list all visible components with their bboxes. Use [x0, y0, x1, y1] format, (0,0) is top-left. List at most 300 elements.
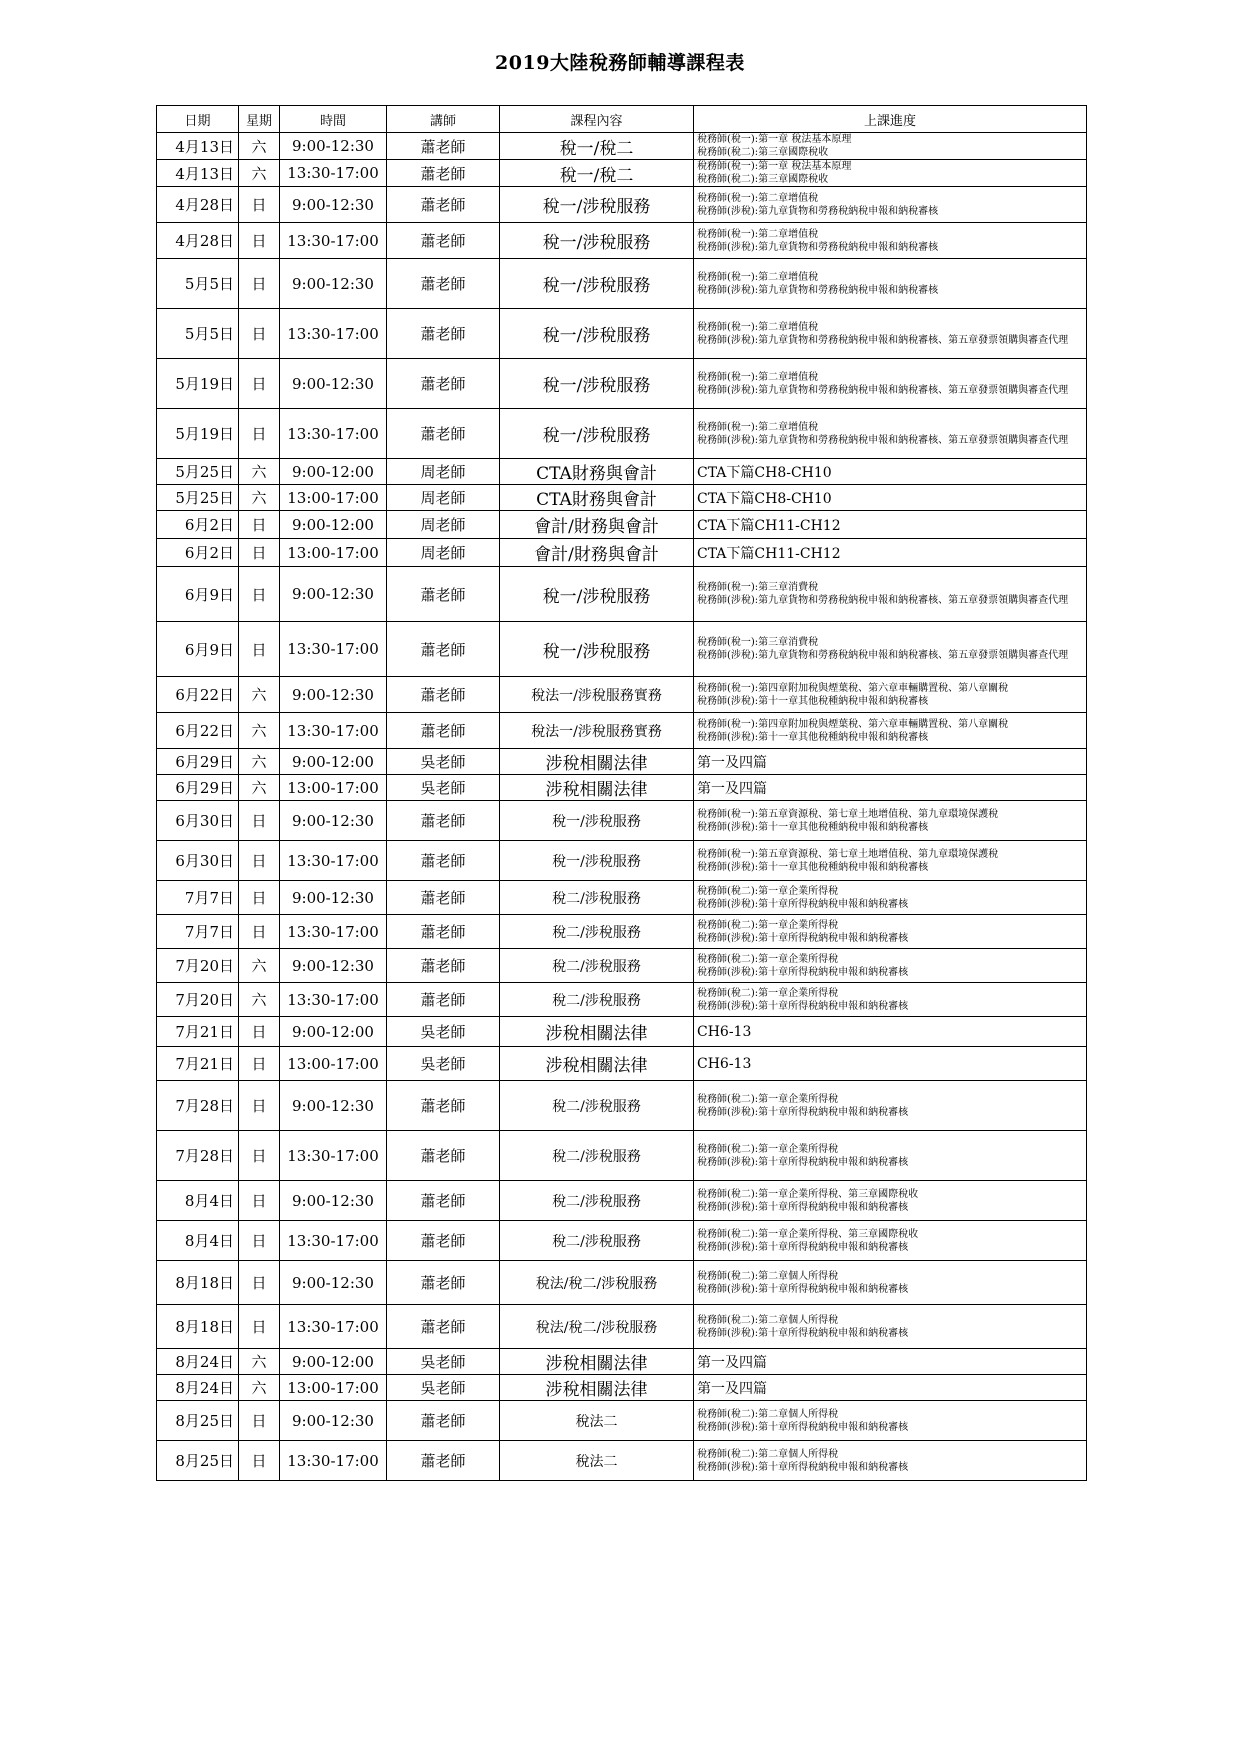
date-cell: 6月22日 [157, 677, 239, 713]
time-cell: 13:00-17:00 [280, 1047, 387, 1081]
progress-cell [694, 1081, 1087, 1131]
teacher-cell: 蕭老師 [387, 915, 500, 949]
progress-cell [694, 1047, 1087, 1081]
progress-line: 稅務師(稅一):第一章 稅法基本原理 [697, 161, 852, 172]
teacher-cell: 蕭老師 [387, 567, 500, 622]
date-cell: 7月28日 [157, 1081, 239, 1131]
progress-line: 稅務師(涉稅):第十章所得稅納稅申報和納稅審核 [697, 1421, 909, 1433]
progress-line: 稅務師(涉稅):第十章所得稅納稅申報和納稅審核 [697, 1327, 909, 1339]
date-cell: 5月19日 [157, 359, 239, 409]
table-row [157, 622, 1087, 677]
time-cell: 9:00-12:30 [280, 1401, 387, 1441]
progress-line: 稅務師(涉稅):第十章所得稅納稅申報和納稅審核 [697, 1201, 909, 1213]
progress-line: 稅務師(涉稅):第十章所得稅納稅申報和納稅審核 [697, 898, 909, 910]
progress-cell [694, 567, 1087, 622]
table-row [157, 915, 1087, 949]
progress-cell [694, 309, 1087, 359]
progress-cell [694, 259, 1087, 309]
time-cell: 9:00-12:30 [280, 359, 387, 409]
table-row [157, 133, 1087, 160]
time-cell: 9:00-12:30 [280, 1261, 387, 1305]
progress-line: 稅務師(稅二):第三章國際稅收 [697, 147, 829, 158]
teacher-cell: 蕭老師 [387, 1221, 500, 1261]
time-cell: 9:00-12:30 [280, 1081, 387, 1131]
course-cell: CTA財務與會計 [500, 459, 694, 485]
weekday-cell: 日 [239, 1261, 280, 1305]
progress-cell [694, 409, 1087, 459]
course-cell: 稅二/涉稅服務 [500, 1221, 694, 1261]
progress-cell [694, 1181, 1087, 1221]
date-cell: 8月25日 [157, 1441, 239, 1481]
teacher-cell: 蕭老師 [387, 359, 500, 409]
progress-line: CH6-13 [697, 1055, 752, 1072]
date-cell: 4月13日 [157, 133, 239, 160]
time-cell: 9:00-12:30 [280, 677, 387, 713]
date-cell: 7月28日 [157, 1131, 239, 1181]
table-row [157, 949, 1087, 983]
progress-line: CTA下篇CH11-CH12 [697, 545, 841, 562]
teacher-cell: 蕭老師 [387, 1131, 500, 1181]
date-cell: 7月7日 [157, 881, 239, 915]
course-cell: 稅一/涉稅服務 [500, 223, 694, 259]
table-row [157, 187, 1087, 223]
progress-line: CTA下篇CH8-CH10 [697, 464, 832, 481]
progress-line: 第一及四篇 [697, 1380, 767, 1397]
progress-cell [694, 1017, 1087, 1047]
progress-line: 第一及四篇 [697, 1354, 767, 1371]
teacher-cell: 蕭老師 [387, 1181, 500, 1221]
progress-line: 稅務師(稅一):第四章附加稅與煙葉稅、第六章車輛購置稅、第八章關稅 [697, 682, 1009, 694]
course-cell: 稅一/涉稅服務 [500, 622, 694, 677]
course-cell: CTA財務與會計 [500, 485, 694, 511]
course-cell: 稅法一/涉稅服務實務 [500, 713, 694, 749]
progress-cell [694, 801, 1087, 841]
header-progress: 上課進度 [694, 106, 1087, 133]
weekday-cell: 六 [239, 677, 280, 713]
weekday-cell: 日 [239, 801, 280, 841]
date-cell: 8月18日 [157, 1261, 239, 1305]
table-row [157, 1131, 1087, 1181]
course-cell: 涉稅相關法律 [500, 775, 694, 801]
progress-line: 稅務師(稅一):第二章增值稅 [697, 421, 819, 433]
course-cell: 涉稅相關法律 [500, 1047, 694, 1081]
time-cell: 13:30-17:00 [280, 160, 387, 187]
time-cell: 9:00-12:00 [280, 459, 387, 485]
progress-line: 稅務師(稅二):第一章企業所得稅 [697, 885, 839, 897]
teacher-cell: 蕭老師 [387, 187, 500, 223]
teacher-cell: 蕭老師 [387, 1401, 500, 1441]
date-cell: 8月18日 [157, 1305, 239, 1349]
date-cell: 5月25日 [157, 459, 239, 485]
table-row [157, 1401, 1087, 1441]
progress-line: 稅務師(稅一):第四章附加稅與煙葉稅、第六章車輛購置稅、第八章關稅 [697, 718, 1009, 730]
date-cell: 6月29日 [157, 749, 239, 775]
progress-cell [694, 677, 1087, 713]
course-cell: 涉稅相關法律 [500, 1017, 694, 1047]
progress-line: 稅務師(涉稅):第十章所得稅納稅申報和納稅審核 [697, 1156, 909, 1168]
date-cell: 8月4日 [157, 1221, 239, 1261]
progress-line: 稅務師(涉稅):第十一章其他稅種納稅申報和納稅審核 [697, 695, 929, 707]
course-cell: 稅二/涉稅服務 [500, 1131, 694, 1181]
course-cell: 稅一/涉稅服務 [500, 841, 694, 881]
table-row [157, 1081, 1087, 1131]
date-cell: 7月21日 [157, 1047, 239, 1081]
teacher-cell: 蕭老師 [387, 801, 500, 841]
progress-line: 稅務師(涉稅):第十一章其他稅種納稅申報和納稅審核 [697, 731, 929, 743]
date-cell: 8月25日 [157, 1401, 239, 1441]
progress-line: 稅務師(稅一):第五章資源稅、第七章土地增值稅、第九章環境保護稅 [697, 848, 999, 860]
weekday-cell: 日 [239, 223, 280, 259]
table-row [157, 1221, 1087, 1261]
course-cell: 稅二/涉稅服務 [500, 915, 694, 949]
header-course: 課程內容 [500, 106, 694, 133]
table-row [157, 775, 1087, 801]
course-cell: 涉稅相關法律 [500, 1349, 694, 1375]
progress-cell [694, 1349, 1087, 1375]
date-cell: 6月29日 [157, 775, 239, 801]
table-row [157, 459, 1087, 485]
progress-cell [694, 841, 1087, 881]
progress-line: CH6-13 [697, 1023, 752, 1040]
table-row [157, 539, 1087, 567]
weekday-cell: 日 [239, 309, 280, 359]
weekday-cell: 六 [239, 983, 280, 1017]
progress-cell [694, 915, 1087, 949]
progress-line: 稅務師(稅二):第二章個人所得稅 [697, 1448, 839, 1460]
progress-line: 稅務師(涉稅):第九章貨物和勞務稅納稅申報和納稅審核、第五章發票領購與審查代理 [697, 434, 1069, 446]
teacher-cell: 蕭老師 [387, 677, 500, 713]
progress-cell [694, 1261, 1087, 1305]
time-cell: 9:00-12:30 [280, 1181, 387, 1221]
progress-line: 稅務師(涉稅):第九章貨物和勞務稅納稅申報和納稅審核、第五章發票領購與審查代理 [697, 384, 1069, 396]
weekday-cell: 日 [239, 1181, 280, 1221]
course-cell: 稅一/稅二 [500, 133, 694, 160]
weekday-cell: 日 [239, 539, 280, 567]
weekday-cell: 六 [239, 949, 280, 983]
date-cell: 8月4日 [157, 1181, 239, 1221]
progress-cell [694, 187, 1087, 223]
time-cell: 13:30-17:00 [280, 622, 387, 677]
time-cell: 13:30-17:00 [280, 841, 387, 881]
progress-line: 稅務師(稅二):第一章企業所得稅 [697, 1143, 839, 1155]
time-cell: 9:00-12:00 [280, 1349, 387, 1375]
teacher-cell: 蕭老師 [387, 160, 500, 187]
course-cell: 稅法/稅二/涉稅服務 [500, 1261, 694, 1305]
date-cell: 7月7日 [157, 915, 239, 949]
progress-line: 稅務師(涉稅):第九章貨物和勞務稅納稅申報和納稅審核 [697, 241, 939, 253]
progress-cell [694, 749, 1087, 775]
teacher-cell: 吳老師 [387, 775, 500, 801]
progress-cell [694, 713, 1087, 749]
header-row [157, 106, 1087, 133]
course-cell: 稅二/涉稅服務 [500, 983, 694, 1017]
weekday-cell: 日 [239, 881, 280, 915]
date-cell: 4月13日 [157, 160, 239, 187]
weekday-cell: 六 [239, 133, 280, 160]
progress-line: 稅務師(稅二):第二章個人所得稅 [697, 1408, 839, 1420]
weekday-cell: 日 [239, 409, 280, 459]
teacher-cell: 蕭老師 [387, 841, 500, 881]
progress-cell [694, 1305, 1087, 1349]
weekday-cell: 日 [239, 1441, 280, 1481]
date-cell: 6月30日 [157, 801, 239, 841]
teacher-cell: 蕭老師 [387, 133, 500, 160]
time-cell: 9:00-12:30 [280, 949, 387, 983]
teacher-cell: 蕭老師 [387, 309, 500, 359]
progress-cell [694, 983, 1087, 1017]
teacher-cell: 周老師 [387, 459, 500, 485]
teacher-cell: 蕭老師 [387, 1261, 500, 1305]
progress-line: 稅務師(稅二):第一章企業所得稅 [697, 919, 839, 931]
table-row [157, 409, 1087, 459]
course-cell: 稅一/涉稅服務 [500, 801, 694, 841]
weekday-cell: 日 [239, 259, 280, 309]
progress-line: 稅務師(涉稅):第九章貨物和勞務稅納稅申報和納稅審核 [697, 205, 939, 217]
progress-cell [694, 1221, 1087, 1261]
header-teacher: 講師 [387, 106, 500, 133]
course-cell: 稅二/涉稅服務 [500, 1081, 694, 1131]
weekday-cell: 日 [239, 1047, 280, 1081]
teacher-cell: 吳老師 [387, 1349, 500, 1375]
time-cell: 13:30-17:00 [280, 713, 387, 749]
teacher-cell: 吳老師 [387, 749, 500, 775]
course-cell: 稅一/涉稅服務 [500, 259, 694, 309]
progress-line: 稅務師(涉稅):第十章所得稅納稅申報和納稅審核 [697, 1000, 909, 1012]
weekday-cell: 日 [239, 1401, 280, 1441]
progress-line: 稅務師(涉稅):第十章所得稅納稅申報和納稅審核 [697, 966, 909, 978]
weekday-cell: 日 [239, 915, 280, 949]
time-cell: 13:00-17:00 [280, 775, 387, 801]
date-cell: 7月20日 [157, 983, 239, 1017]
teacher-cell: 蕭老師 [387, 1305, 500, 1349]
progress-cell [694, 539, 1087, 567]
progress-line: 稅務師(稅二):第三章國際稅收 [697, 174, 829, 185]
teacher-cell: 蕭老師 [387, 409, 500, 459]
schedule-table [156, 105, 1087, 1481]
date-cell: 6月30日 [157, 841, 239, 881]
table-row [157, 1181, 1087, 1221]
page-title: 2019大陸稅務師輔導課程表 [495, 52, 745, 74]
teacher-cell: 吳老師 [387, 1375, 500, 1401]
time-cell: 13:30-17:00 [280, 1441, 387, 1481]
course-cell: 稅法/稅二/涉稅服務 [500, 1305, 694, 1349]
time-cell: 13:00-17:00 [280, 485, 387, 511]
course-cell: 會計/財務與會計 [500, 539, 694, 567]
time-cell: 9:00-12:30 [280, 567, 387, 622]
weekday-cell: 日 [239, 622, 280, 677]
teacher-cell: 周老師 [387, 539, 500, 567]
progress-line: CTA下篇CH11-CH12 [697, 517, 841, 534]
time-cell: 9:00-12:30 [280, 881, 387, 915]
course-cell: 稅一/涉稅服務 [500, 567, 694, 622]
weekday-cell: 日 [239, 567, 280, 622]
table-row [157, 881, 1087, 915]
progress-line: 稅務師(涉稅):第九章貨物和勞務稅納稅申報和納稅審核 [697, 284, 939, 296]
weekday-cell: 六 [239, 1375, 280, 1401]
progress-cell [694, 459, 1087, 485]
teacher-cell: 蕭老師 [387, 259, 500, 309]
header-time: 時間 [280, 106, 387, 133]
weekday-cell: 日 [239, 841, 280, 881]
date-cell: 8月24日 [157, 1349, 239, 1375]
weekday-cell: 六 [239, 459, 280, 485]
date-cell: 5月5日 [157, 309, 239, 359]
course-cell: 稅一/涉稅服務 [500, 359, 694, 409]
progress-line: 稅務師(稅二):第二章個人所得稅 [697, 1314, 839, 1326]
teacher-cell: 蕭老師 [387, 949, 500, 983]
date-cell: 6月9日 [157, 567, 239, 622]
progress-line: 稅務師(涉稅):第十一章其他稅種納稅申報和納稅審核 [697, 861, 929, 873]
date-cell: 7月21日 [157, 1017, 239, 1047]
progress-cell [694, 881, 1087, 915]
teacher-cell: 周老師 [387, 485, 500, 511]
weekday-cell: 六 [239, 775, 280, 801]
progress-line: 第一及四篇 [697, 780, 767, 797]
progress-line: 稅務師(稅一):第二章增值稅 [697, 271, 819, 283]
table-row [157, 359, 1087, 409]
table-row [157, 983, 1087, 1017]
table-row [157, 1441, 1087, 1481]
teacher-cell: 蕭老師 [387, 1441, 500, 1481]
time-cell: 9:00-12:00 [280, 749, 387, 775]
header-date: 日期 [157, 106, 239, 133]
table-row [157, 801, 1087, 841]
progress-line: 稅務師(稅二):第一章企業所得稅 [697, 987, 839, 999]
progress-line: 稅務師(涉稅):第十章所得稅納稅申報和納稅審核 [697, 1461, 909, 1473]
course-cell: 稅法二 [500, 1441, 694, 1481]
time-cell: 9:00-12:30 [280, 187, 387, 223]
table-row [157, 841, 1087, 881]
weekday-cell: 日 [239, 187, 280, 223]
progress-cell [694, 775, 1087, 801]
course-cell: 稅二/涉稅服務 [500, 1181, 694, 1221]
progress-line: CTA下篇CH8-CH10 [697, 490, 832, 507]
progress-line: 稅務師(稅一):第二章增值稅 [697, 321, 819, 333]
teacher-cell: 蕭老師 [387, 223, 500, 259]
progress-cell [694, 223, 1087, 259]
progress-line: 稅務師(稅一):第三章消費稅 [697, 582, 819, 593]
table-row [157, 677, 1087, 713]
progress-line: 稅務師(稅一):第二章增值稅 [697, 192, 819, 204]
progress-line: 稅務師(稅二):第二章個人所得稅 [697, 1270, 839, 1282]
time-cell: 13:00-17:00 [280, 539, 387, 567]
weekday-cell: 日 [239, 1017, 280, 1047]
progress-line: 稅務師(涉稅):第九章貨物和勞務稅納稅申報和納稅審核、第五章發票領購與審查代理 [697, 595, 1069, 606]
progress-cell [694, 359, 1087, 409]
date-cell: 7月20日 [157, 949, 239, 983]
course-cell: 稅一/涉稅服務 [500, 187, 694, 223]
teacher-cell: 蕭老師 [387, 622, 500, 677]
date-cell: 8月24日 [157, 1375, 239, 1401]
teacher-cell: 蕭老師 [387, 881, 500, 915]
time-cell: 13:00-17:00 [280, 1375, 387, 1401]
progress-cell [694, 511, 1087, 539]
progress-cell [694, 1375, 1087, 1401]
progress-line: 稅務師(稅二):第一章企業所得稅、第三章國際稅收 [697, 1228, 919, 1240]
course-cell: 涉稅相關法律 [500, 1375, 694, 1401]
course-cell: 稅法二 [500, 1401, 694, 1441]
course-cell: 稅法一/涉稅服務實務 [500, 677, 694, 713]
teacher-cell: 吳老師 [387, 1047, 500, 1081]
time-cell: 9:00-12:30 [280, 259, 387, 309]
date-cell: 5月25日 [157, 485, 239, 511]
table-row [157, 1261, 1087, 1305]
progress-line: 稅務師(稅二):第一章企業所得稅、第三章國際稅收 [697, 1188, 919, 1200]
progress-cell [694, 485, 1087, 511]
progress-line: 稅務師(涉稅):第十一章其他稅種納稅申報和納稅審核 [697, 821, 929, 833]
weekday-cell: 六 [239, 485, 280, 511]
progress-line: 稅務師(稅二):第一章企業所得稅 [697, 1093, 839, 1105]
weekday-cell: 六 [239, 160, 280, 187]
header-weekday: 星期 [239, 106, 280, 133]
progress-line: 稅務師(涉稅):第十章所得稅納稅申報和納稅審核 [697, 932, 909, 944]
table-row [157, 567, 1087, 622]
progress-cell [694, 949, 1087, 983]
progress-cell [694, 1441, 1087, 1481]
teacher-cell: 蕭老師 [387, 1081, 500, 1131]
table-row [157, 1017, 1087, 1047]
progress-line: 稅務師(涉稅):第十章所得稅納稅申報和納稅審核 [697, 1241, 909, 1253]
teacher-cell: 周老師 [387, 511, 500, 539]
table-row [157, 749, 1087, 775]
weekday-cell: 日 [239, 1131, 280, 1181]
progress-line: 稅務師(涉稅):第十章所得稅納稅申報和納稅審核 [697, 1283, 909, 1295]
time-cell: 13:30-17:00 [280, 1305, 387, 1349]
time-cell: 9:00-12:30 [280, 801, 387, 841]
time-cell: 9:00-12:00 [280, 1017, 387, 1047]
date-cell: 4月28日 [157, 187, 239, 223]
time-cell: 13:30-17:00 [280, 309, 387, 359]
date-cell: 4月28日 [157, 223, 239, 259]
progress-cell [694, 160, 1087, 187]
table-row [157, 160, 1087, 187]
progress-line: 稅務師(稅一):第三章消費稅 [697, 637, 819, 648]
progress-line: 稅務師(涉稅):第十章所得稅納稅申報和納稅審核 [697, 1106, 909, 1118]
weekday-cell: 日 [239, 1305, 280, 1349]
progress-line: 第一及四篇 [697, 754, 767, 771]
progress-cell [694, 133, 1087, 160]
teacher-cell: 蕭老師 [387, 713, 500, 749]
date-cell: 5月19日 [157, 409, 239, 459]
progress-line: 稅務師(稅一):第二章增值稅 [697, 228, 819, 240]
time-cell: 13:30-17:00 [280, 983, 387, 1017]
weekday-cell: 日 [239, 1081, 280, 1131]
course-cell: 稅二/涉稅服務 [500, 881, 694, 915]
course-cell: 涉稅相關法律 [500, 749, 694, 775]
time-cell: 13:30-17:00 [280, 409, 387, 459]
weekday-cell: 六 [239, 1349, 280, 1375]
teacher-cell: 蕭老師 [387, 983, 500, 1017]
table-row [157, 713, 1087, 749]
date-cell: 5月5日 [157, 259, 239, 309]
weekday-cell: 日 [239, 1221, 280, 1261]
progress-line: 稅務師(涉稅):第九章貨物和勞務稅納稅申報和納稅審核、第五章發票領購與審查代理 [697, 650, 1069, 661]
date-cell: 6月22日 [157, 713, 239, 749]
progress-line: 稅務師(稅一):第二章增值稅 [697, 371, 819, 383]
progress-line: 稅務師(稅二):第一章企業所得稅 [697, 953, 839, 965]
time-cell: 13:30-17:00 [280, 223, 387, 259]
time-cell: 9:00-12:00 [280, 511, 387, 539]
table-row [157, 511, 1087, 539]
course-cell: 稅二/涉稅服務 [500, 949, 694, 983]
table-row [157, 1349, 1087, 1375]
table-row [157, 1305, 1087, 1349]
teacher-cell: 吳老師 [387, 1017, 500, 1047]
progress-cell [694, 1401, 1087, 1441]
progress-cell [694, 1131, 1087, 1181]
time-cell: 9:00-12:30 [280, 133, 387, 160]
course-cell: 會計/財務與會計 [500, 511, 694, 539]
